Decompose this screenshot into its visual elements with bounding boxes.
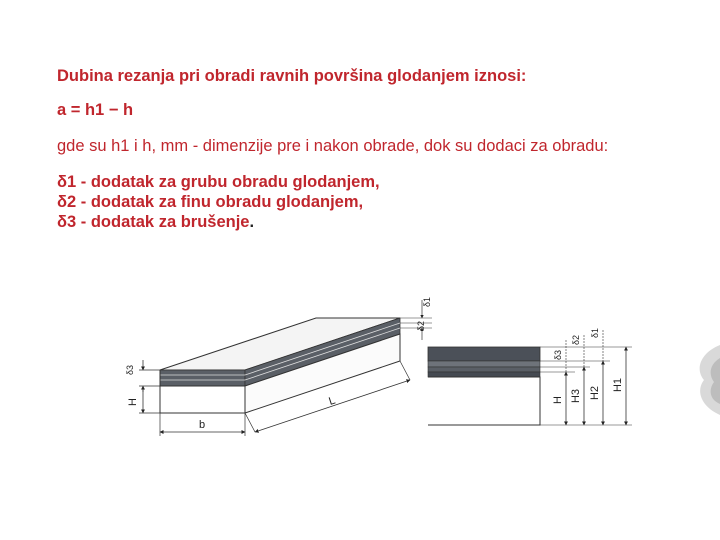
label-L: L — [327, 394, 337, 408]
label-delta1-right: δ1 — [590, 327, 600, 339]
allowance-delta1: δ1 - dodatak za grubu obradu glodanjem, — [57, 173, 380, 191]
allowance-delta3 — [57, 212, 687, 232]
description — [57, 136, 682, 156]
depth-formula: a = h1 − h — [57, 101, 134, 119]
right-dimensions — [540, 328, 632, 425]
allowance-delta3-text: δ3 - dodatak za brušenje — [57, 213, 250, 231]
workpiece-isometric — [160, 318, 400, 413]
label-b: b — [198, 419, 206, 431]
allowance-delta3-period: . — [249, 213, 255, 231]
milling-allowance-diagram — [0, 280, 720, 460]
slide-text — [57, 66, 687, 232]
label-delta1-left: δ1 — [422, 296, 432, 308]
label-delta2-left: δ2 — [416, 320, 426, 332]
description-text: gde su h1 i h, mm - dimenzije pre i nakon obrade, dok su dodaci za obradu: — [57, 137, 609, 155]
label-delta3-right: δ3 — [553, 349, 563, 361]
decorative-swirl — [680, 340, 720, 420]
label-H1: H1 — [612, 377, 624, 393]
label-H-left: H — [127, 398, 139, 406]
label-H-right: H — [552, 396, 564, 404]
label-delta3-left: δ3 — [125, 364, 135, 376]
workpiece-section — [428, 347, 540, 425]
allowance-delta2: δ2 - dodatak za finu obradu glodanjem, — [57, 193, 364, 211]
slide-title: Dubina rezanja pri obradi ravnih površina glodanjem iznosi: — [57, 67, 527, 85]
label-H2: H2 — [589, 385, 601, 401]
label-H3: H3 — [570, 388, 582, 404]
label-delta2-right: δ2 — [571, 334, 581, 346]
